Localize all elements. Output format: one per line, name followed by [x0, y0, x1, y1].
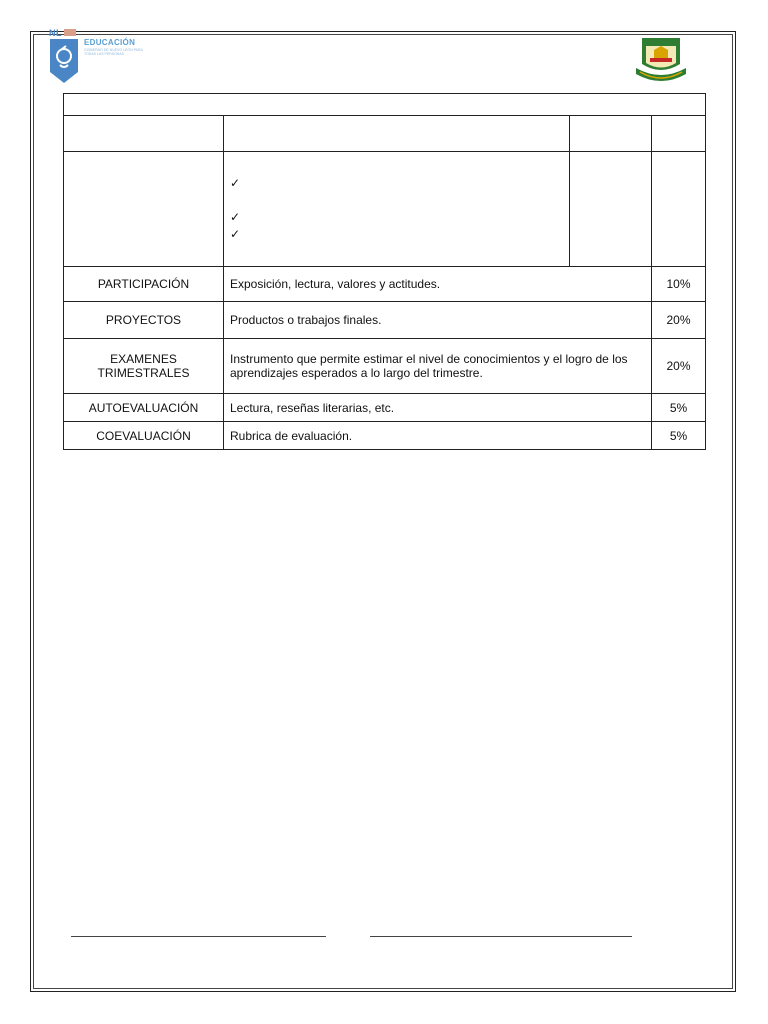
- table-title-cell: [64, 94, 706, 116]
- criterion-line: EXAMENES: [110, 352, 177, 366]
- check-mark: ✓: [230, 176, 241, 190]
- header-cell: [224, 116, 570, 152]
- description-cell: Exposición, lectura, valores y actitudes.: [224, 267, 652, 302]
- table-row: [64, 394, 706, 422]
- signature-line-left: [71, 936, 326, 937]
- ministry-tagline: GOBIERNO DE NUEVO LEÓN PARA TODAS LAS PERSONAS: [84, 48, 143, 56]
- description-cell: Instrumento que permite estimar el nivel de conocimientos y el logro de los aprendizajes esperados a lo largo del trimestre.: [224, 339, 652, 394]
- empty-cell: [652, 152, 706, 267]
- signature-line-right: [370, 936, 632, 937]
- check-list: [224, 152, 570, 267]
- header-cell: [64, 116, 224, 152]
- nl-color-square: [64, 29, 76, 36]
- percent-cell: 20%: [652, 302, 706, 339]
- table-header-row: [64, 116, 706, 152]
- criterion-cell: COEVALUACIÓN: [64, 422, 224, 450]
- header-cell: [652, 116, 706, 152]
- school-crest-icon: [632, 36, 690, 88]
- percent-cell: 20%: [652, 339, 706, 394]
- check-mark: ✓: [230, 227, 241, 241]
- evaluation-table: [63, 93, 706, 450]
- table-row: [64, 267, 706, 302]
- description-cell: Rubrica de evaluación.: [224, 422, 652, 450]
- education-logo: [47, 28, 157, 84]
- empty-cell: [64, 152, 224, 267]
- table-row: [64, 339, 706, 394]
- check-spacer: [230, 192, 563, 209]
- nl-mark: NL: [49, 28, 62, 38]
- description-cell: Lectura, reseñas literarias, etc.: [224, 394, 652, 422]
- criterion-cell: AUTOEVALUACIÓN: [64, 394, 224, 422]
- empty-cell: [570, 152, 652, 267]
- criterion-cell: [64, 339, 224, 394]
- check-row: [64, 152, 706, 267]
- criterion-cell: PARTICIPACIÓN: [64, 267, 224, 302]
- header-cell: [570, 116, 652, 152]
- percent-cell: 10%: [652, 267, 706, 302]
- criterion-line: TRIMESTRALES: [97, 366, 190, 380]
- criterion-cell: PROYECTOS: [64, 302, 224, 339]
- table-title-row: [64, 94, 706, 116]
- description-cell: Productos o trabajos finales.: [224, 302, 652, 339]
- shield-icon: [49, 38, 79, 84]
- percent-cell: 5%: [652, 394, 706, 422]
- ministry-name: EDUCACIÓN: [84, 38, 136, 47]
- table-row: [64, 302, 706, 339]
- percent-cell: 5%: [652, 422, 706, 450]
- check-mark: ✓: [230, 210, 241, 224]
- table-row: [64, 422, 706, 450]
